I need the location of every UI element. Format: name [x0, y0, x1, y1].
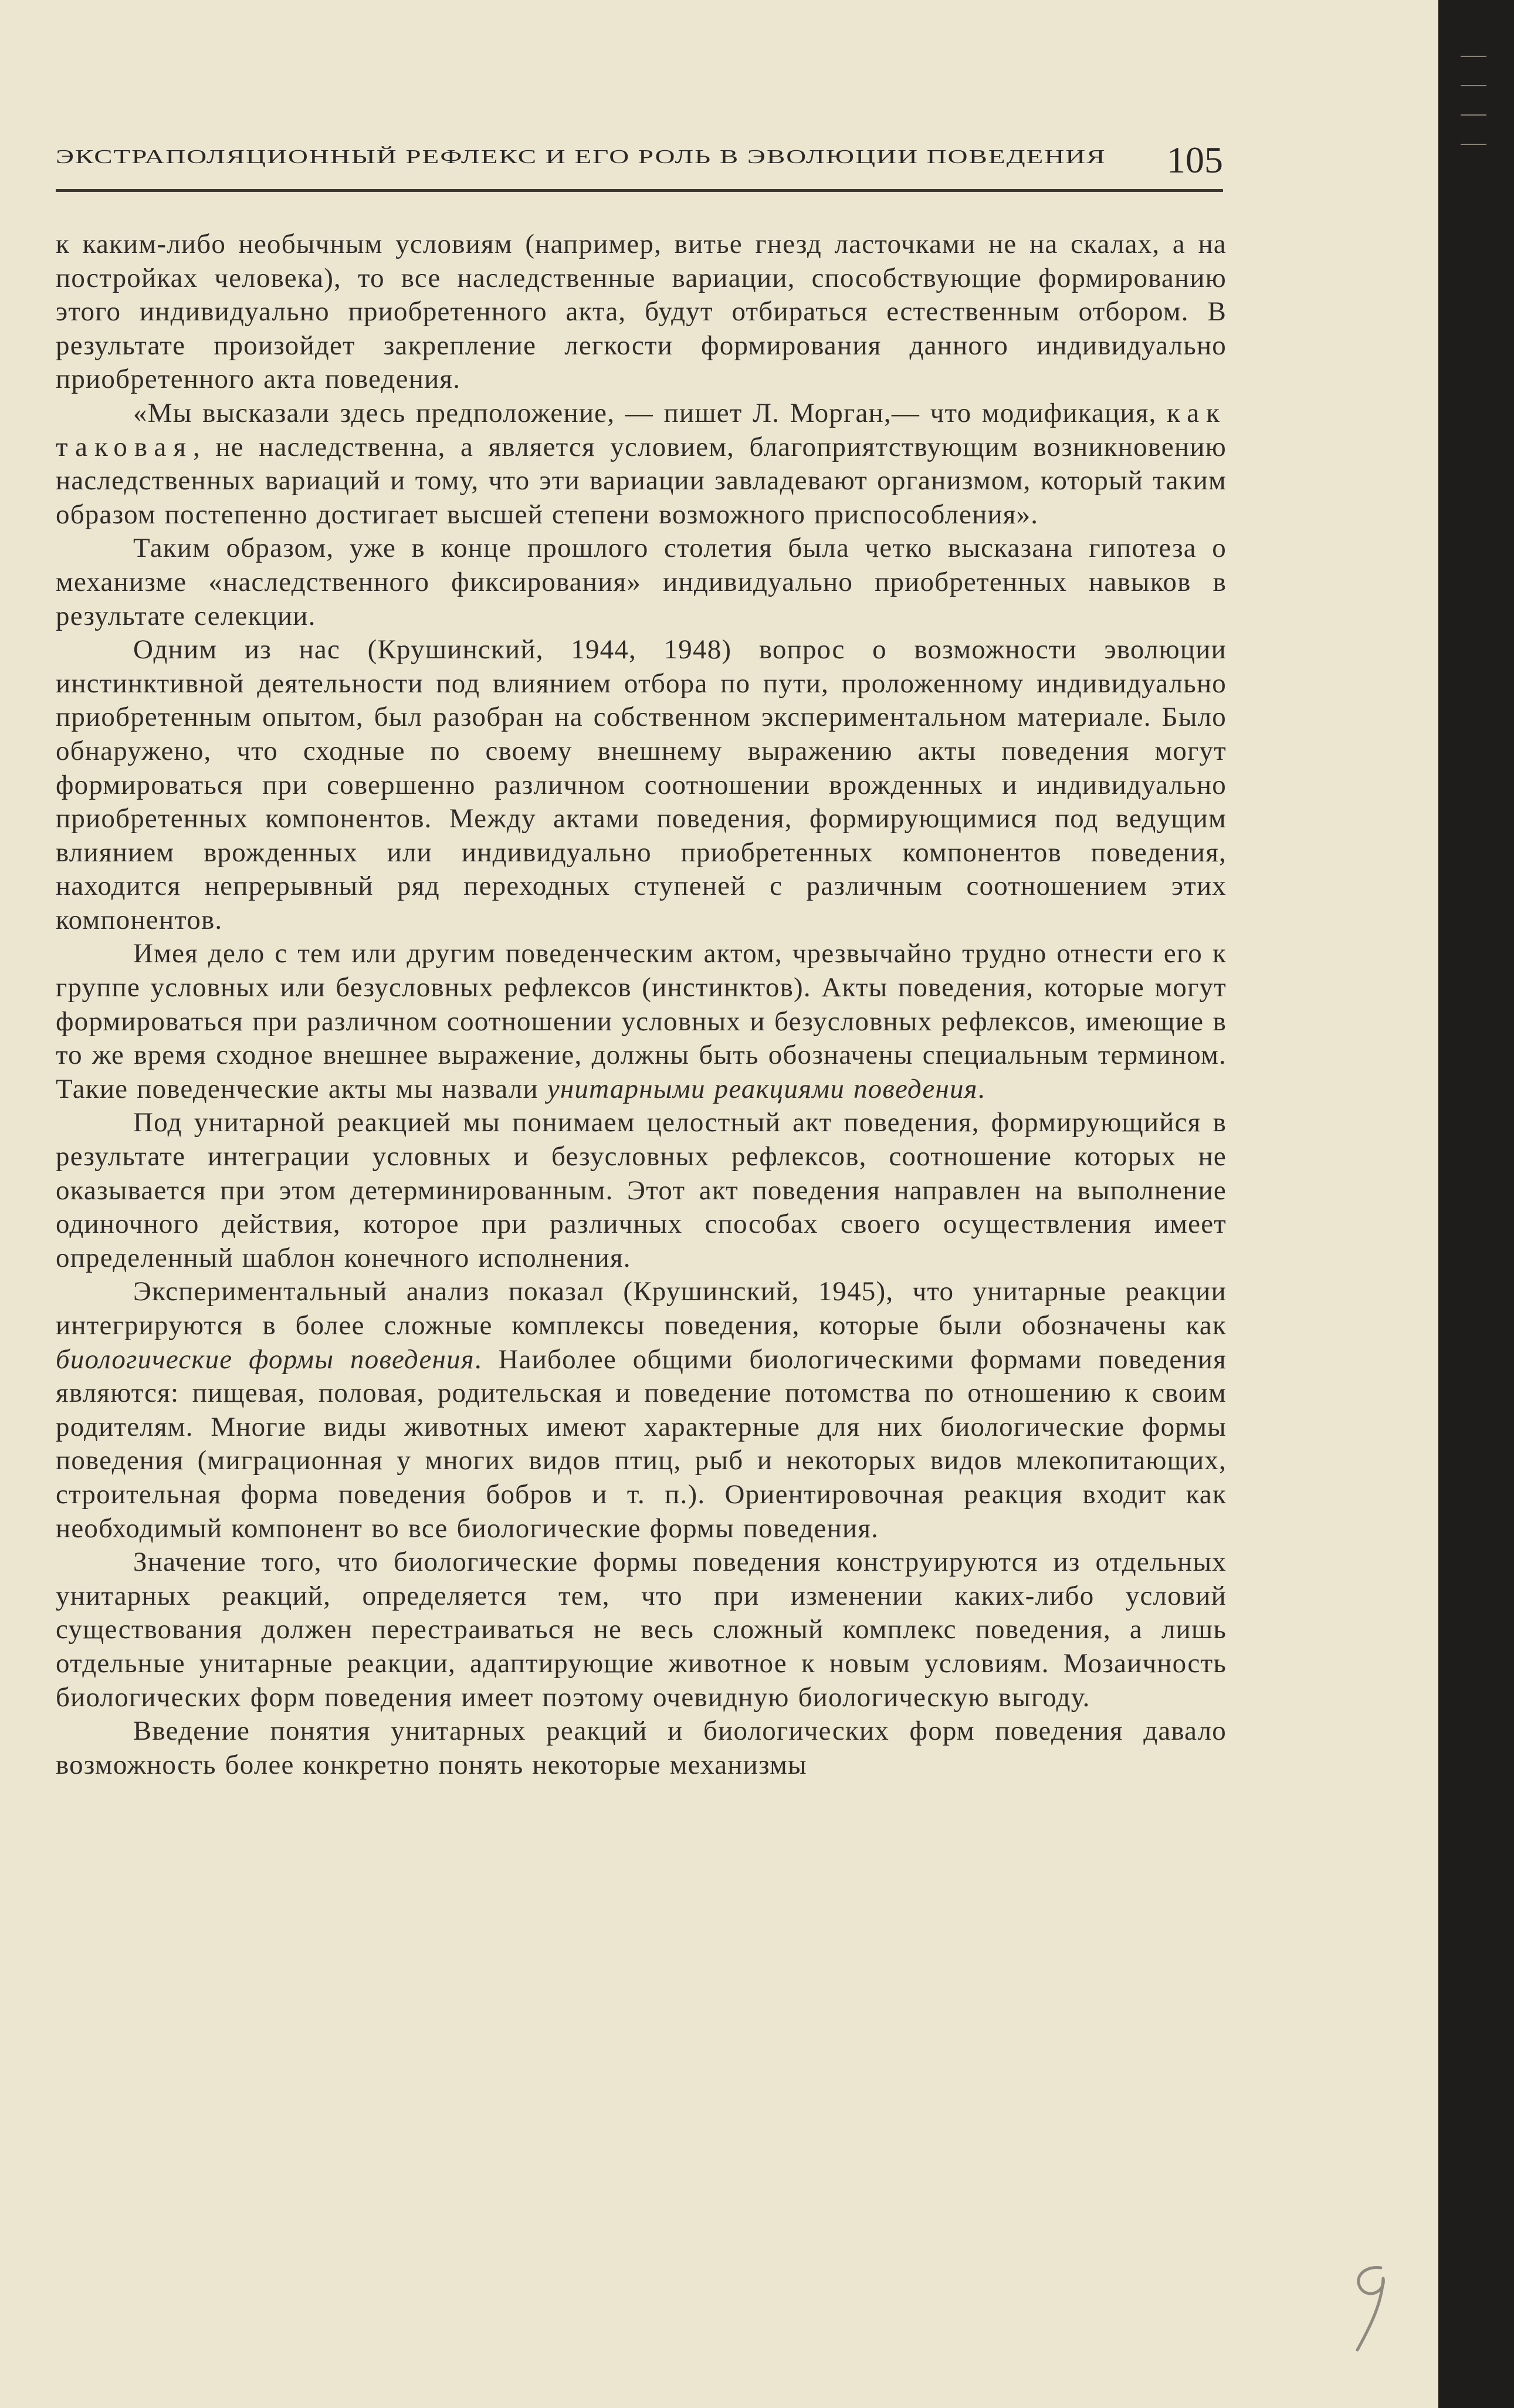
body-text [56, 228, 1227, 1782]
paragraph-1: к каким-либо необычным условиям (например, витье гнезд ласточками не на скалах, а на постройках человека), то все наследственные вариации, способствующие формированию этого индивидуально приобретенного акта, будут отбираться естественным отбором. В результате произойдет закрепление легкости формирования данного индивидуально приобретенного акта поведения. [56, 229, 1227, 395]
paragraph-4: Одним из нас (Крушинский, 1944, 1948) вопрос о возможности эволюции инстинктивной деятельности под влиянием отбора по пути, проложенному индивидуально приобретенным опытом, был разобран на собственном экспериментальном материале. Было обнаружено, что сходные по своему внешнему выражению акты поведения могут формироваться при совершенно различном соотношении врожденных и индивидуально приобретенных компонентов. Между актами поведения, формирующимися под ведущим влиянием врожденных или индивидуально приобретенных компонентов поведения, находится непрерывный ряд переходных ступеней с различным соотношением этих компонентов. [56, 634, 1227, 935]
spaced-emphasis: как таковая [56, 397, 1227, 462]
paragraph-2-morgan-quote: «Мы высказали здесь предположение, — пишет Л. Морган,— что модификация, как таковая, не наследственна, а является условием, благоприятствующим возникновению наследственных вариаций и тому, что эти вариации завладевают организмом, который таким образом постепенно достигает высшей степени возможного приспособления». [56, 397, 1227, 530]
paragraph-7: Экспериментальный анализ показал (Крушинский, 1945), что унитарные реакции интегрируются в более сложные комплексы поведения, которые были обозначены как биологические формы поведения. Наиболее общими биологическими формами поведения являются: пищевая, половая, родительская и поведение потомства по отношению к своим родителям. Многие виды животных имеют характерные для них биологические формы поведения (миграционная у многих видов птиц, рыб и некоторых видов млекопитающих, строительная форма поведения бобров и т. п.). Ориентировочная реакция входит как необходимый компонент во все биологические формы поведения. [56, 1276, 1227, 1544]
running-head-title: ЭКСТРАПОЛЯЦИОННЫЙ РЕФЛЕКС И ЕГО РОЛЬ В ЭВОЛЮЦИИ ПОВЕДЕНИЯ [56, 146, 1106, 168]
header-rule [56, 189, 1223, 192]
italic-term-biological-forms: биологические формы поведения [56, 1344, 475, 1375]
page-number: 105 [1167, 139, 1223, 181]
paragraph-5: Имея дело с тем или другим поведенческим актом, чрезвычайно трудно отнести его к группе условных или безусловных рефлексов (инстинктов). Акты поведения, которые могут формироваться при различном соотношении условных и безусловных рефлексов, имеющие в то же время сходное внешнее выражение, должны быть обозначены специальным термином. Такие поведенческие акты мы назвали унитарными реакциями поведения. [56, 938, 1227, 1104]
paragraph-8: Значение того, что биологические формы поведения конструируются из отдельных унитарных реакций, определяется тем, что при изменении каких-либо условий существования должен перестраиваться не весь сложный комплекс поведения, а лишь отдельные унитарные реакции, адаптирующие животное к новым условиям. Мозаичность биологических форм поведения имеет поэтому очевидную биологическую выгоду. [56, 1547, 1227, 1713]
running-head [56, 139, 1223, 191]
scan-edge [1438, 0, 1514, 2408]
paragraph-6: Под унитарной реакцией мы понимаем целостный акт поведения, формирующийся в результате интеграции условных и безусловных рефлексов, соотношение которых не оказывается при этом детерминированным. Этот акт поведения направлен на выполнение одиночного действия, которое при различных способах своего осуществления имеет определенный шаблон конечного исполнения. [56, 1107, 1227, 1273]
italic-term-unitary-reactions: унитарными реакциями поведения [547, 1073, 978, 1104]
paragraph-3: Таким образом, уже в конце прошлого столетия была четко высказана гипотеза о механизме «наследственного фиксирования» индивидуально приобретенных навыков в результате селекции. [56, 533, 1227, 631]
paragraph-9: Введение понятия унитарных реакций и биологических форм поведения давало возможность более конкретно понять некоторые механизмы [56, 1716, 1227, 1780]
pencil-margin-mark [1344, 2262, 1397, 2356]
